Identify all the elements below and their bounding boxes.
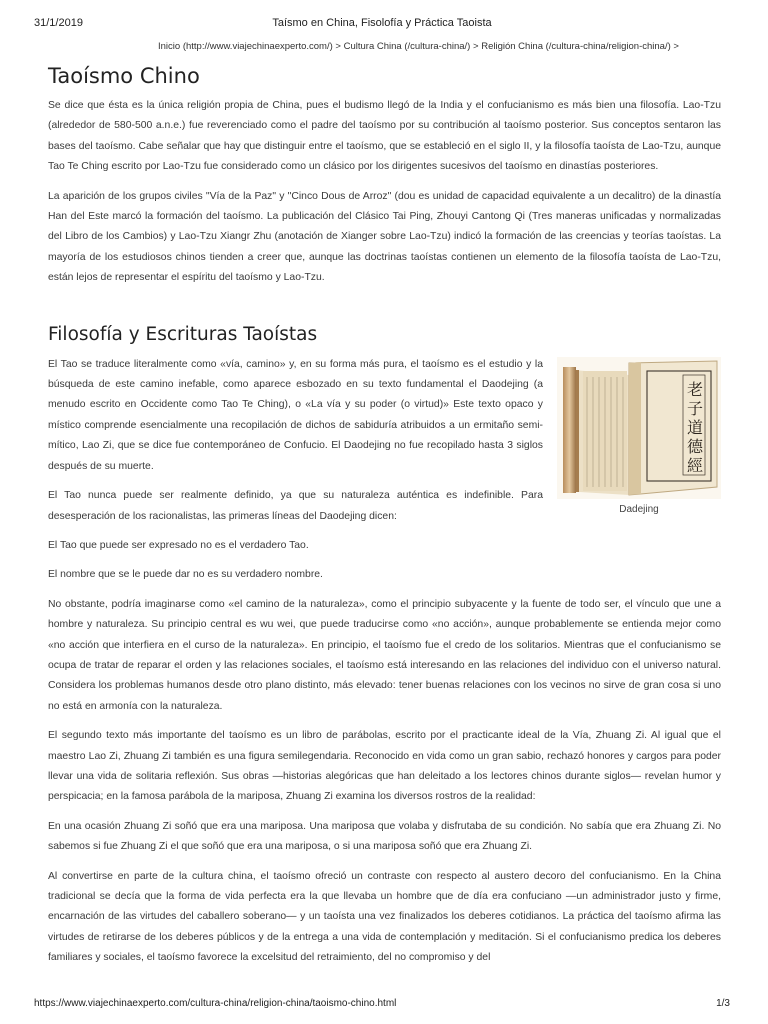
quote-line: El Tao que puede ser expresado no es el verdadero Tao.	[48, 539, 309, 551]
print-header	[34, 17, 730, 31]
page-title: Taoísmo Chino	[48, 64, 200, 88]
intro-paragraph: Se dice que ésta es la única religión propia de China, pues el budismo llegó de la India y el confucianismo es más bien una filosofía. Lao-Tzu (alrededor de 580-500 a.n.e.) fue reverenciado como el padre del taoísmo por su contribución al taoísmo posterior. Sus conceptos sentaron las bases del taoísmo. Cabe señalar que hay que distinguir entre el taoísmo, que se estableció en el siglo II, y la filosofía taoísta de Lao-Tzu, aunque Tao Te Ching escrito por Lao-Tzu fue considerado como un clásico por los dirigentes sucesivos del taoísmo en dinastías posteriores.	[48, 100, 721, 173]
section-paragraph: El Tao nunca puede ser realmente definido, ya que su naturaleza auténtica es indefinible. Para desesperación de los racionalistas, las primeras líneas del Daodejing dicen:	[48, 490, 543, 522]
title-glyphs	[685, 380, 705, 475]
section-title: Filosofía y Escrituras Taoístas	[48, 323, 318, 345]
section-paragraph: No obstante, podría imaginarse como «el camino de la naturaleza», como el principio subyacente y la fuente de todo ser, el vínculo que une a hombre y naturaleza. Su principio central es wu wei, que puede traducirse como «no acción», aunque probablemente se entienda mejor como «no acción que interfiera en el curso de la naturaleza». En principio, el taoísmo fue el credo de los solitarios. Mientras que el confucianismo se ocupa de tratar de reparar el orden y las relaciones sociales, el taoísmo está interesando en las relaciones del individuo con el universo natural. Considera los problemas humanos desde otro plano distinto, más elevado: tener buenas relaciones con los vecinos no sirve de gran cosa si uno no está en armonía con la naturaleza.	[48, 598, 721, 712]
figure-caption: Dadejing	[619, 503, 659, 515]
article-content	[48, 62, 721, 969]
daodejing-figure	[557, 357, 721, 515]
glyph: 經	[686, 455, 703, 475]
breadcrumb-separator: >	[335, 41, 341, 52]
print-url: https://www.viajechinaexperto.com/cultura-china/religion-china/taoismo-chino.html	[34, 998, 397, 1009]
intro-paragraph: La aparición de los grupos civiles "Vía de la Paz" y "Cinco Dous de Arroz" (dou es unidad de capacidad equivalente a un decalitro) de la dinastía Han del Este marcó la formación del taoísmo. La publicación del Clásico Tai Ping, Zhouyi Cantong Qi (Tres maneras unificadas y normalizadas del Libro de los Cambios) y Lao-Tzu Xiangr Zhu (anotación de Xianger sobre Lao-Tzu) indicó la formación de las creencias y teorías taoístas. La mayoría de los estudiosos chinos tienden a creer que, aunque las doctrinas taoístas contienen un elemento de la filosofía taoísta de Lao-Tzu, están lejos de representar el espíritu del taoísmo y Lao-Tzu.	[48, 190, 721, 284]
breadcrumb-item-religion-china[interactable]: Religión China (/cultura-china/religion-china/)	[481, 41, 671, 52]
quote-line: El nombre que se le puede dar no es su verdadero nombre.	[48, 569, 323, 581]
breadcrumb-item-cultura-china[interactable]: Cultura China (/cultura-china/)	[343, 41, 471, 52]
print-title: Taísmo en China, Fisolofía y Práctica Taoista	[272, 17, 492, 29]
section-paragraph: En una ocasión Zhuang Zi soñó que era una mariposa. Una mariposa que volaba y disfrutaba de su condición. No sabía que era Zhuang Zi. No sabemos si fue Zhuang Zi el que soñó que era una mariposa, o si una mariposa soñó que era Zhuang Zi.	[48, 820, 721, 853]
breadcrumb-item-inicio[interactable]: Inicio (http://www.viajechinaexperto.com/)	[158, 41, 333, 52]
glyph: 德	[686, 436, 703, 456]
glyph: 老	[686, 379, 703, 399]
print-date: 31/1/2019	[34, 17, 83, 29]
print-footer	[34, 998, 730, 1012]
glyph: 子	[686, 398, 703, 418]
page-number: 1/3	[716, 998, 730, 1009]
daodejing-book-image	[557, 357, 721, 499]
breadcrumb	[158, 41, 679, 52]
section-paragraph: El Tao se traduce literalmente como «vía, camino» y, en su forma más pura, el taoísmo es el estudio y la búsqueda de este camino inefable, como aparece esbozado en su texto fundamental el Daodejing (a menudo escrito en Occidente como Tao Te Ching), o «La vía y su poder (o virtud)» Este texto opaco y místico comprende esencialmente una recopilación de dichos de sabiduría atribuidos a un ermitaño semi-mítico, Lao Zi, que se dice fue contemporáneo de Confucio. El Daodejing no fue recopilado hasta 3 siglos después de su muerte.	[48, 358, 543, 472]
glyph: 道	[686, 417, 703, 437]
breadcrumb-separator: >	[473, 41, 479, 52]
section-paragraph: El segundo texto más importante del taoísmo es un libro de parábolas, escrito por el practicante ideal de la Vía, Zhuang Zi. Al igual que el maestro Lao Zi, Zhuang Zi también es una figura semilegendaria. Reconocido en vida como un gran sabio, rechazó honores y cargos para poder llevar una vida de solitaria reflexión. Sus obras —historias alegóricas que han deleitado a los lectores chinos durante siglos— revelan humor y perspicacia; en la famosa parábola de la mariposa, Zhuang Zi examina los diversos rostros de la realidad:	[48, 730, 721, 803]
section-paragraph: Al convertirse en parte de la cultura china, el taoísmo ofreció un contraste con respecto al austero decoro del confucianismo. En la China tradicional se decía que la forma de vida perfecta era la que llevaba un hombre que de día era confuciano —un administrador justo y firme, encarnación de las virtudes del caballero soberano— y un taoísta una vez finalizados los deberes cotidianos. La práctica del taoísmo afirma las virtudes de retirarse de los deberes públicos y de la entrega a una vida de contemplación y meditación. Si el confucianismo predica los deberes familiares y sociales, el taoísmo favorece la excelsitud del retraimiento, del no compromiso y del	[48, 870, 721, 964]
breadcrumb-separator: >	[673, 41, 679, 52]
